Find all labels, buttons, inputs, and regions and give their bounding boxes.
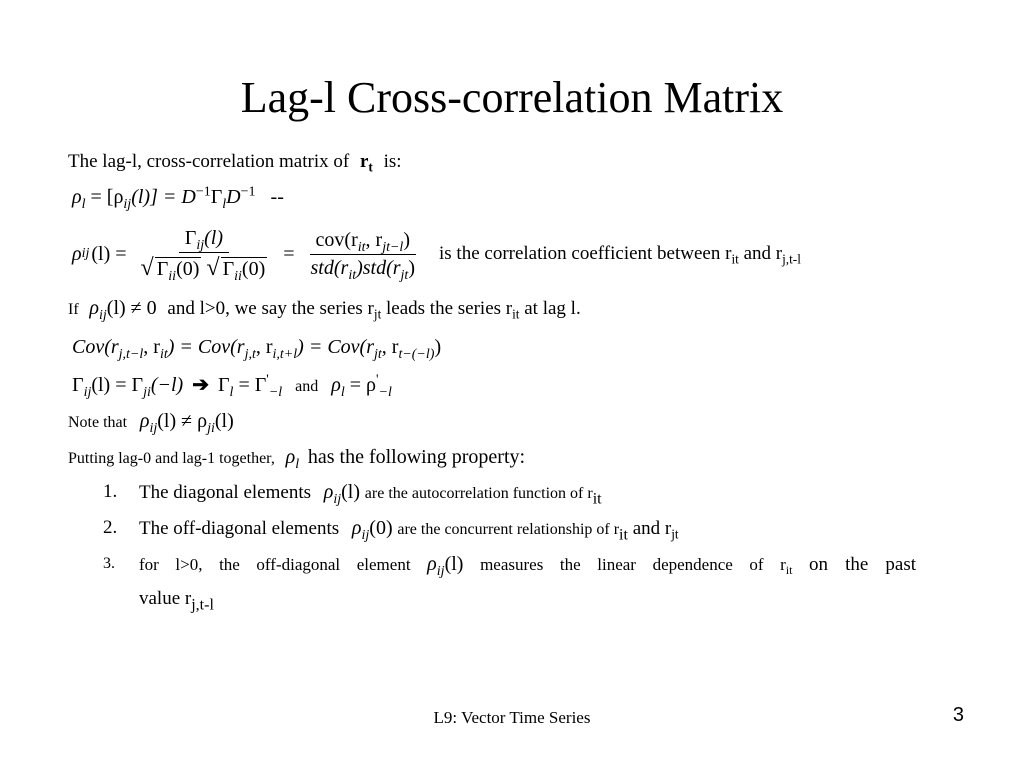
list-3-text: for l>0, the off-diagonal element [139,555,411,574]
intro-line [68,151,402,173]
gamma-g4-sup: ' [266,372,269,388]
putting-sym-sub: l [295,456,300,472]
gamma-r1: ρ [331,374,341,396]
intro-text: The lag-l, cross-correlation matrix of [68,151,350,172]
list-2-sym-sub: ij [361,527,370,543]
list-3-cont: value r [139,588,192,609]
cov-s4: i,t+l [272,346,298,362]
if-sub1: jt [373,306,382,322]
eq1-inv1: −1 [195,184,211,200]
eq2-num2-sub1: it [357,239,366,255]
cov-s2: it [159,346,168,362]
note-line [68,410,234,436]
eq1-rho: ρ [72,186,82,208]
eq1-inv2: −1 [240,184,256,200]
eq1-d2: D [226,186,241,208]
list-number-3: 3. [103,555,115,572]
eq2-den2-end: ) [408,256,415,279]
gamma-and: and [295,378,319,395]
gamma-g4-sub: −l [268,384,283,400]
list-1-text2: are the autocorrelation function of r [364,485,593,502]
cov-p4: , r [255,336,273,358]
eq2-den2-sub2: jt [400,267,409,283]
eq2-num1-sub: ij [196,237,205,253]
list-2-sub: it [619,526,628,544]
cov-p6: , r [381,336,399,358]
list-3-cont-sub: j,t-l [191,596,214,614]
gamma-equation [72,372,392,400]
eq2-den1b: Γ [222,257,235,280]
list-3-sym: ρ [427,553,437,575]
if-expr: ρ [89,297,100,319]
gamma-g3-sub: l [229,384,234,400]
if-sub2: it [512,306,520,322]
list-2-sym: ρ [351,517,362,539]
eq2-den2-sub1: it [348,267,357,283]
gamma-g3: Γ [217,374,230,396]
if-text: and l>0, we say the series r [167,298,374,319]
eq1-middle: = [ρ [90,186,124,208]
list-number-1: 1. [103,481,118,502]
eq2-num2-end: ) [403,228,410,251]
eq2-den1b-sub: ii [234,268,242,284]
intro-symbol: r [359,151,369,172]
list-3-text3: on the past [809,554,917,575]
eq2-fraction-2 [305,228,421,283]
cov-p5: ) = Cov(r [297,336,374,358]
list-item-1 [139,481,602,508]
putting-sym: ρ [285,446,296,468]
list-2-text3: and r [632,518,672,539]
gamma-g2-sub: ji [143,384,151,400]
eq2-den1a-sub: ii [168,268,177,284]
list-2-sub2: jt [671,526,679,542]
eq2-den1a-arg: (0) [176,257,200,280]
covariance-equation [72,336,442,362]
if-label: If [68,301,79,318]
if-text3: at lag l. [524,298,581,319]
cov-s3: j,t [244,346,256,362]
eq2-den1b-arg: (0) [241,257,266,280]
note-a-sub: ij [149,420,158,436]
eq1-gamma-sub: l [222,196,227,212]
list-3-sym-sub: ij [436,563,445,579]
eq1-middle-sub: ij [123,196,132,212]
gamma-r1-sub: l [340,384,345,400]
eq2-desc-and: and r [743,243,783,264]
eq2-rho: ρ [72,242,82,265]
eq2-den2: std(r [310,256,349,279]
note-a-rest: (l) ≠ ρ [157,410,208,432]
putting-line [68,446,526,472]
implies-arrow-icon: ➔ [192,374,209,396]
list-2-sym-rest: (0) [369,517,393,539]
cov-s6: t−(−l) [398,346,435,362]
list-item-3-continued [139,588,214,614]
eq2-den1a: Γ [156,257,169,280]
eq2-equals: = [283,242,295,265]
gamma-r2-sup: ' [376,372,379,388]
list-2-text: The off-diagonal elements [139,518,340,539]
equation-correlation: ρ ij (l) = $\frac{\Gamma_{ij}(l)}{√ \Gamma_{ii}(0) √ \Gamma_{ii}(0)}$ = $\frac{cov(r_{it}, r_{jt-l})}{std(r_{it})std(r_{jt})}$ is the correlation coefficient between $r_{it}$ and $r_{j,t-l}$ [72,226,801,284]
putting-text2: has the following property: [307,446,526,468]
gamma-g2-rest: (−l) [150,374,184,396]
eq2-desc-sub2: j,t-l [782,251,801,267]
eq2-desc-text: is the correlation coefficient between r [439,243,732,264]
eq2-num2: cov(r [315,228,358,251]
cov-s5: jt [373,346,382,362]
list-3-text2: measures the linear dependence of r [480,555,786,574]
gamma-r2-sub: −l [378,384,392,400]
list-1-sub: it [592,490,602,508]
gamma-g3-rest: = Γ [238,374,267,396]
list-1-sym-sub: ij [333,491,342,507]
gamma-g1: Γ [72,374,84,396]
list-3-sym-rest: (l) [444,553,464,575]
list-1-text: The diagonal elements [139,482,311,503]
if-text2: leads the series r [386,298,513,319]
eq2-lhs-arg: (l) = [91,242,127,265]
cov-p1: Cov(r [72,336,119,358]
if-expr-rest: (l) ≠ 0 [106,297,157,319]
gamma-r1-rest: = ρ [349,374,377,396]
eq2-desc-sub1: it [731,251,739,267]
slide-title: Lag-l Cross-correlation Matrix [240,73,784,122]
list-number-2: 2. [103,517,118,538]
eq1-gamma: Γ [210,186,223,208]
list-1-sym: ρ [323,481,334,503]
gamma-g1-sub: ij [83,384,92,400]
putting-text: Putting lag-0 and lag-1 together, [68,450,275,467]
slide-footer: L9: Vector Time Series [433,708,591,727]
list-1-sym-rest: (l) [341,481,361,503]
note-b-rest: (l) [214,410,234,432]
eq1-dashes: -- [270,186,284,208]
eq2-num1: Γ [184,226,197,249]
eq2-den2-mid: )std(r [356,256,401,279]
eq2-description [439,243,801,265]
if-expr-sub: ij [99,307,107,323]
list-item-3 [139,553,917,579]
if-line [68,297,581,323]
equation-rho-matrix [72,184,284,212]
note-label: Note that [68,414,128,431]
note-a: ρ [139,410,150,432]
list-item-2 [139,517,679,544]
list-3-sub: it [785,563,793,578]
cov-p3: ) = Cov(r [167,336,245,358]
eq1-rho-sub: l [81,196,86,212]
eq2-num2-sub2: jt−l [382,239,404,255]
eq1-middle2: (l)] = D [131,186,196,208]
cov-s1: j,t−l [118,346,144,362]
eq2-fraction-1: $\frac{\Gamma_{ij}(l)}{√ \Gamma_{ii}(0) √ \Gamma_{ii}(0)}$ [140,226,266,284]
intro-symbol-sub: t [368,159,373,175]
intro-suffix: is: [383,151,402,172]
cov-p7: ) [434,336,442,358]
cov-p2: , r [143,336,160,358]
gamma-g1-rest: (l) = Γ [91,374,144,396]
note-b-sub: ji [207,420,215,436]
list-2-text2: are the concurrent relationship of r [397,521,620,538]
eq2-num2-mid: , r [365,228,383,251]
page-number: 3 [952,704,964,726]
eq2-num1-arg: (l) [204,226,223,249]
